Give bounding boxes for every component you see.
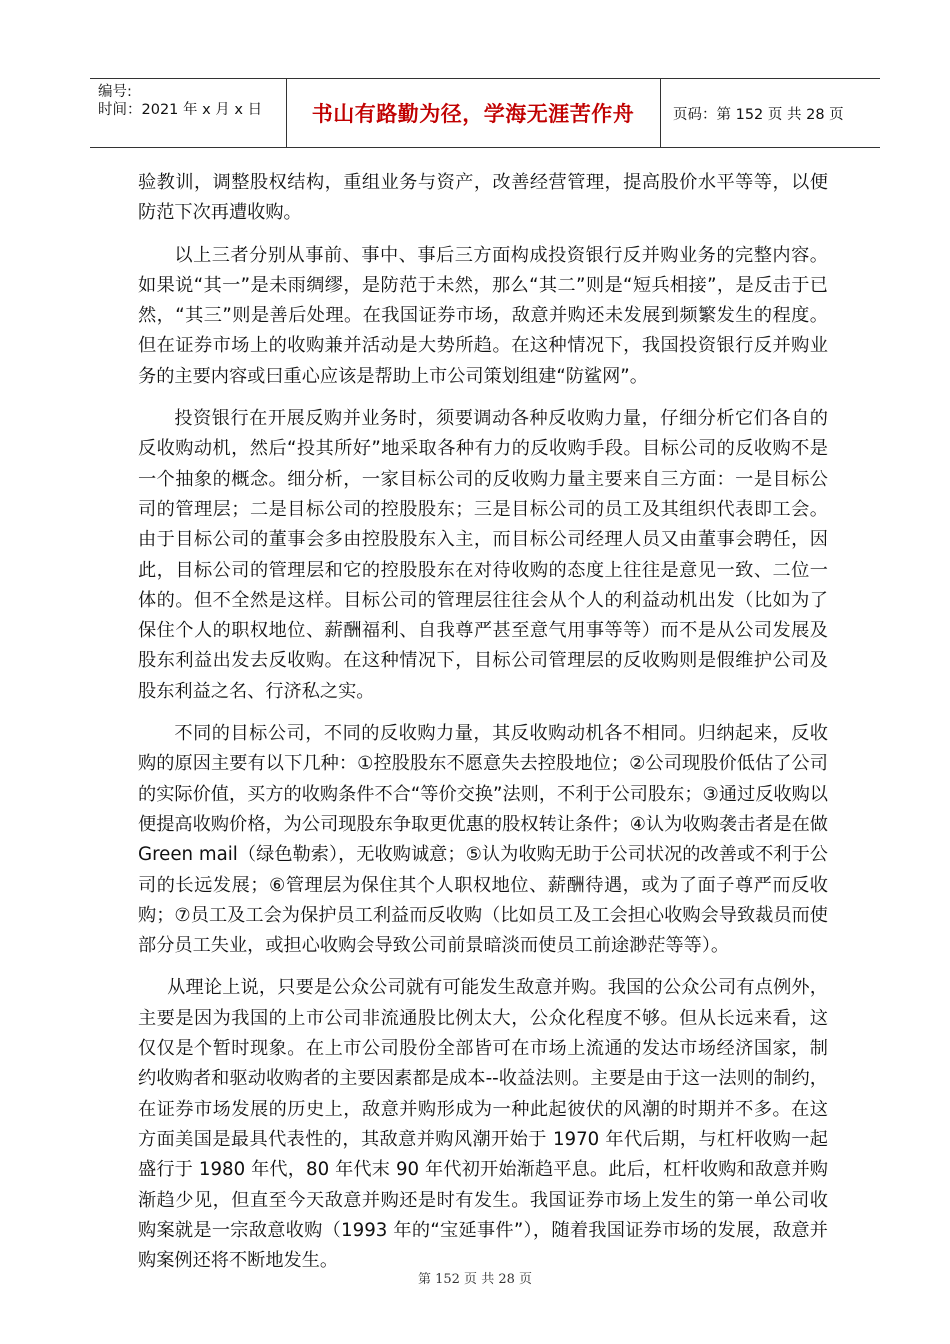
header-divider	[660, 79, 661, 147]
paragraph: 从理论上说，只要是公众公司就有可能发生敌意并购。我国的公众公司有点例外，主要是因为我国的上市公司非流通股比例太大，公众化程度不够。但从长远来看，这仅仅是个暂时现象。在上市公司股份全部皆可在市场上流通的发达市场经济国家，制约收购者和驱动收购者的主要因素都是成本--收益法则。主要是由于这一法则的制约，在证券市场发展的历史上，敌意并购形成为一种此起彼伏的风潮的时期并不多。在这方面美国是最具代表性的，其敌意并购风潮开始于 1970 年代后期，与杠杆收购一起盛行于 1980 年代，80 年代末 90 年代初开始渐趋平息。此后，杠杆收购和敌意并购渐趋少见，但直至今天敌意并购还是时有发生。我国证券市场上发生的第一单公司收购案就是一宗敌意收购（1993 年的“宝延事件”），随着我国证券市场的发展，敌意并购案例还将不断地发生。	[138, 977, 828, 1272]
paragraph: 投资银行在开展反购并业务时，须要调动各种反收购力量，仔细分析它们各自的反收购动机，然后“投其所好”地采取各种有力的反收购手段。目标公司的反收购不是一个抽象的概念。细分析，一家目标公司的反收购力量主要来自三方面：一是目标公司的管理层；二是目标公司的控股股东；三是目标公司的员工及其组织代表即工会。由于目标公司的董事会多由控股股东入主，而目标公司经理人员又由董事会聘任，因此，目标公司的管理层和它的控股股东在对待收购的态度上往往是意见一致、二位一体的。但不全然是这样。目标公司的管理层往往会从个人的利益动机出发（比如为了保住个人的职权地位、薪酬福利、自我尊严甚至意气用事等等）而不是从公司发展及股东利益出发去反收购。在这种情况下，目标公司管理层的反收购则是假维护公司及股东利益之名、行济私之实。	[138, 408, 828, 702]
document-body	[138, 168, 828, 1288]
page-footer: 第 152 页 共 28 页	[417, 1272, 533, 1287]
number-label: 编号:	[98, 84, 132, 100]
header-meta	[98, 79, 278, 147]
header-motto: 书山有路勤为径，学海无涯苦作舟	[311, 102, 635, 126]
paragraph-continuation: 验教训，调整股权结构，重组业务与资产，改善经营管理，提高股价水平等等，以便防范下次再遭收购。	[138, 172, 828, 224]
page-header	[90, 78, 880, 148]
header-page-info: 页码：第 152 页 共 28 页	[673, 106, 844, 123]
paragraph: 不同的目标公司，不同的反收购力量，其反收购动机各不相同。归纳起来，反收购的原因主要有以下几种：①控股股东不愿意失去控股地位；②公司现股价低估了公司的实际价值，买方的收购条件不合“等价交换”法则，不利于公司股东；③通过反收购以便提高收购价格，为公司现股东争取更优惠的股权转让条件；④认为收购袭击者是在做 Green mail（绿色勒索），无收购诚意；⑤认为收购无助于公司状况的改善或不利于公司的长远发展；⑥管理层为保住其个人职权地位、薪酬待遇，或为了面子尊严而反收购；⑦员工及工会为保护员工利益而反收购（比如员工及工会担心收购会导致裁员而使部分员工失业，或担心收购会导致公司前景暗淡而使员工前途渺茫等等）。	[138, 723, 828, 957]
time-label: 时间：2021 年 x 月 x 日	[98, 102, 263, 118]
paragraph: 以上三者分别从事前、事中、事后三方面构成投资银行反并购业务的完整内容。如果说“其一”是未雨绸缪，是防范于未然，那么“其二”则是“短兵相接”，是反击于已然，“其三”则是善后处理。在我国证券市场，敌意并购还未发展到频繁发生的程度。但在证券市场上的收购兼并活动是大势所趋。在这种情况下，我国投资银行反并购业务的主要内容或曰重心应该是帮助上市公司策划组建“防鲨网”。	[138, 244, 828, 387]
